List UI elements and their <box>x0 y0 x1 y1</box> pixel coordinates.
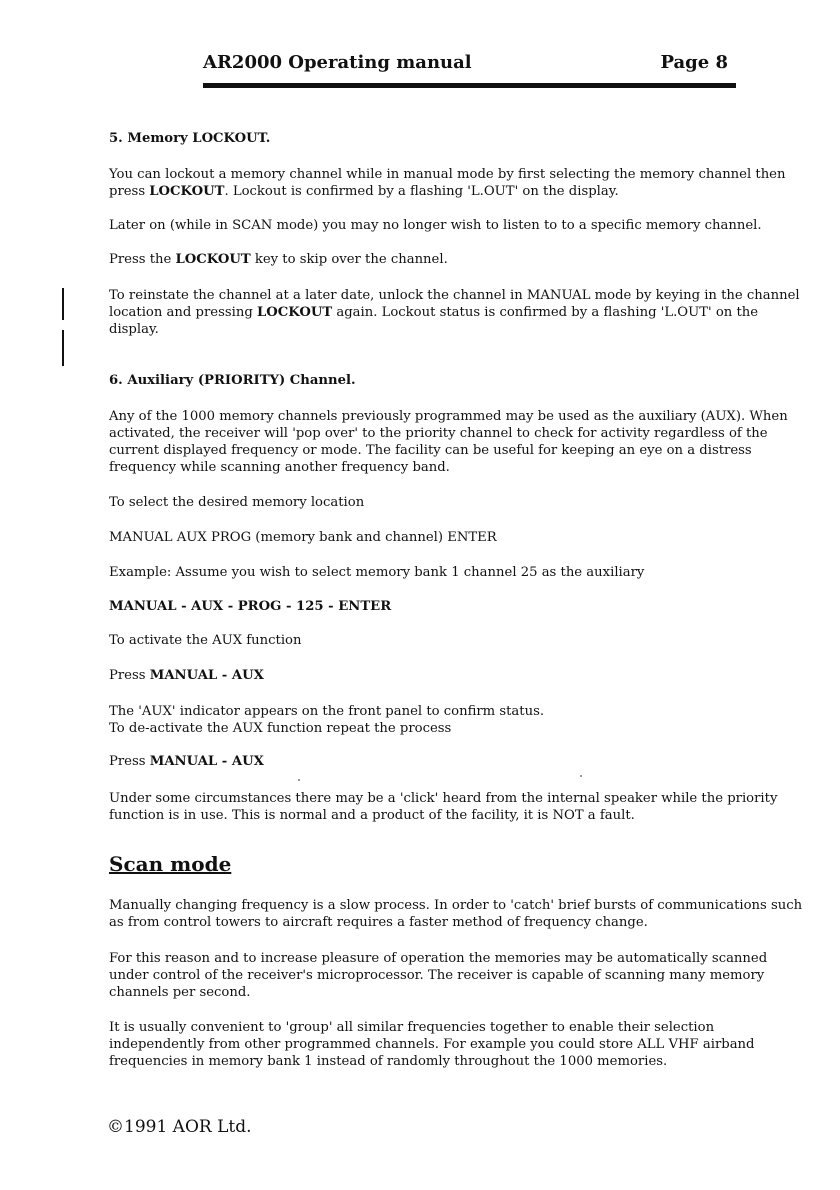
scan-mode-title: Scan mode <box>109 852 232 876</box>
lockout-paragraph-3: Press the LOCKOUT key to skip over the channel. <box>109 252 448 267</box>
aux-indicator-note: The 'AUX' indicator appears on the front panel to confirm status. To de-activate the AUX function repeat the process <box>109 704 545 736</box>
scan-paragraph-1: Manually changing frequency is a slow process. In order to 'catch' brief bursts of communications such as from control towers to aircraft requires a faster method of frequency change. <box>109 898 803 930</box>
aux-example-sequence: MANUAL - AUX - PROG - 125 - ENTER <box>109 599 392 614</box>
aux-key-sequence: MANUAL AUX PROG (memory bank and channel) ENTER <box>109 530 497 545</box>
revision-bar <box>62 288 64 320</box>
aux-click-note: Under some circumstances there may be a 'click' heard from the internal speaker while the priority function is in use. This is normal and a product of the facility, it is NOT a fault. <box>109 791 778 823</box>
page-header <box>203 52 736 78</box>
lockout-paragraph-2: Later on (while in SCAN mode) you may no longer wish to listen to to a specific memory channel. <box>109 218 762 233</box>
header-rule <box>203 83 736 88</box>
aux-deactivate-sequence: Press MANUAL - AUX <box>109 754 264 769</box>
scan-paragraph-3: It is usually convenient to 'group' all similar frequencies together to enable their selection independently from other programmed channels. For example you could store ALL VHF airband frequencies in memory bank 1 instead of randomly throughout the 1000 memories. <box>109 1020 755 1069</box>
revision-bar <box>62 330 64 366</box>
copyright-footer: ©1991 AOR Ltd. <box>107 1117 252 1137</box>
aux-paragraph-1: Any of the 1000 memory channels previously programmed may be used as the auxiliary (AUX). When activated, the receiver will 'pop over' to the priority channel to check for activity regardless of the current displayed frequency or mode. The facility can be useful for keeping an eye on a distress frequency while scanning another frequency band. <box>109 409 788 475</box>
scan-speck <box>580 775 582 777</box>
memory-lockout-heading: 5. Memory LOCKOUT. <box>109 131 271 146</box>
document-title: AR2000 Operating manual <box>203 52 472 73</box>
aux-channel-heading: 6. Auxiliary (PRIORITY) Channel. <box>109 373 356 388</box>
aux-activate-label: To activate the AUX function <box>109 633 302 648</box>
aux-paragraph-2: To select the desired memory location <box>109 495 365 510</box>
page-number: Page 8 <box>660 52 728 73</box>
lockout-paragraph-4: To reinstate the channel at a later date, unlock the channel in MANUAL mode by keying in the channel location and pressing LOCKOUT again. Lockout status is confirmed by a flashing 'L.OUT' on the display. <box>109 288 800 337</box>
scan-paragraph-2: For this reason and to increase pleasure of operation the memories may be automatically scanned under control of the receiver's microprocessor. The receiver is capable of scanning many memory channels per second. <box>109 951 768 1000</box>
scan-speck <box>298 779 300 781</box>
aux-example: Example: Assume you wish to select memory bank 1 channel 25 as the auxiliary <box>109 565 645 580</box>
aux-activate-sequence: Press MANUAL - AUX <box>109 668 264 683</box>
lockout-paragraph-1: You can lockout a memory channel while in manual mode by first selecting the memory channel then press LOCKOUT. Lockout is confirmed by a flashing 'L.OUT' on the display. <box>109 167 786 199</box>
